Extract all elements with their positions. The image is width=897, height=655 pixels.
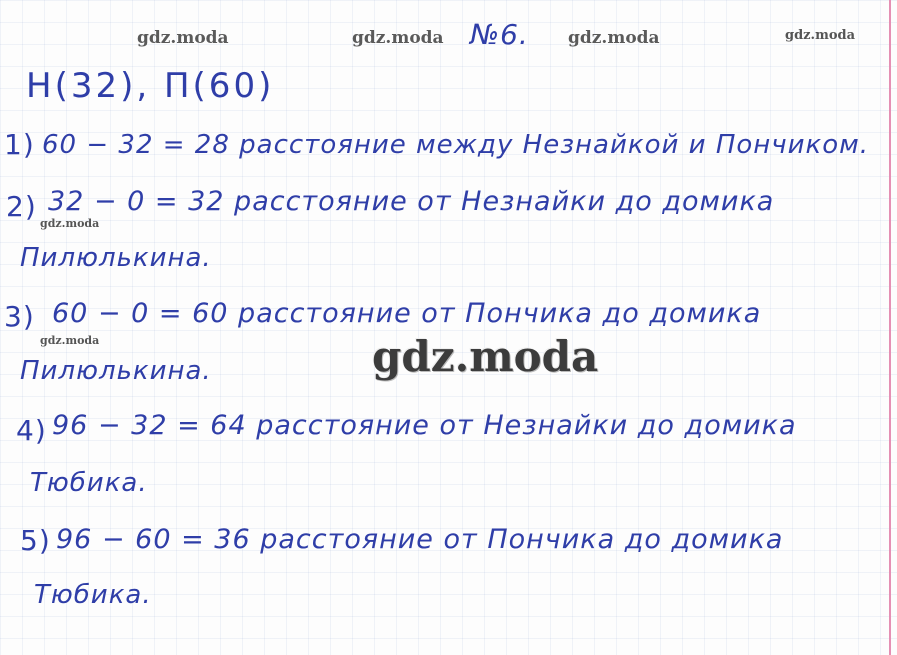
step-text: 96 − 60 = 36 расстояние от Пончика до домика: [56, 524, 784, 555]
step-text: 60 − 0 = 60 расстояние от Пончика до домика: [52, 298, 762, 329]
watermark: gdz.moda: [352, 28, 444, 48]
margin-line: [889, 0, 891, 655]
step-continuation: Пилюлькина.: [20, 243, 212, 273]
step-continuation: Тюбика.: [30, 468, 148, 498]
watermark: gdz.moda: [785, 28, 856, 43]
given-points: Н(32), П(60): [26, 66, 275, 106]
step-number: 5): [20, 524, 51, 557]
step-text: 96 − 32 = 64 расстояние от Незнайки до домика: [52, 410, 797, 441]
watermark: gdz.moda: [40, 334, 100, 347]
step-text: 32 − 0 = 32 расстояние от Незнайки до домика: [48, 186, 775, 217]
step-number: 1): [4, 128, 35, 161]
step-number: 4): [16, 414, 47, 447]
step-continuation: Тюбика.: [34, 580, 152, 610]
step-number: 3): [4, 300, 35, 333]
watermark-center: gdz.moda: [372, 332, 599, 381]
watermark: gdz.moda: [40, 217, 100, 230]
task-number: №6.: [470, 18, 529, 51]
watermark: gdz.moda: [137, 28, 229, 48]
step-number: 2): [6, 190, 37, 223]
step-continuation: Пилюлькина.: [20, 356, 212, 386]
watermark: gdz.moda: [568, 28, 660, 48]
step-text: 60 − 32 = 28 расстояние между Незнайкой и Пончиком.: [42, 130, 870, 160]
